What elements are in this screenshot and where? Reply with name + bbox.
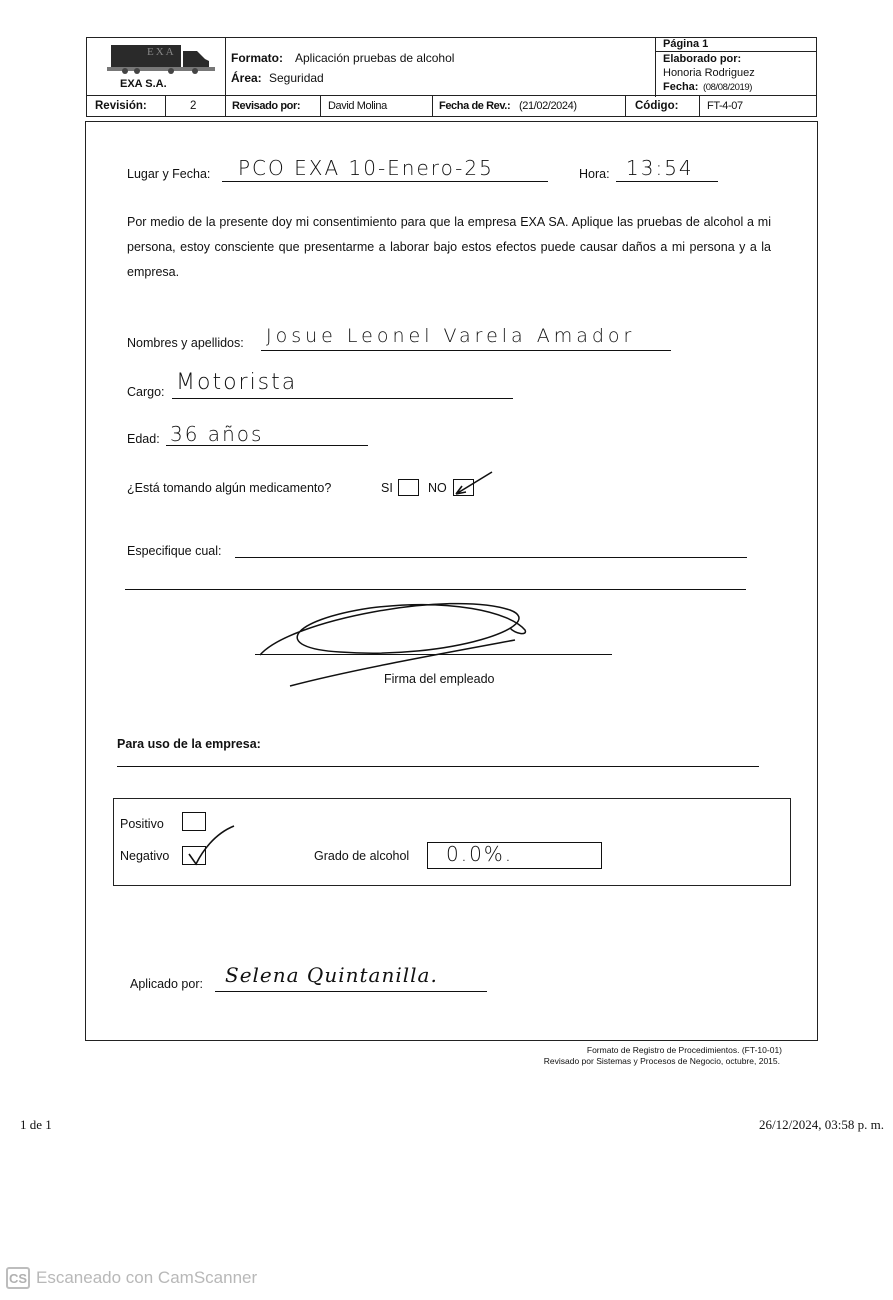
checkmark-icon — [184, 822, 238, 868]
si-label: SI — [381, 481, 393, 495]
empresa-divider — [117, 766, 759, 767]
medicamento-question: ¿Está tomando algún medicamento? — [127, 481, 332, 495]
revision-label: Revisión: — [95, 100, 147, 112]
revisado-value: David Molina — [328, 100, 387, 112]
negativo-label: Negativo — [120, 849, 170, 863]
company-name: EXA S.A. — [120, 78, 167, 90]
nombres-label: Nombres y apellidos: — [127, 336, 244, 350]
company-logo — [105, 43, 217, 77]
divider — [432, 95, 433, 116]
checkmark-icon — [452, 470, 496, 498]
logo-lettering: EXA — [147, 46, 176, 58]
lugar-fecha-line — [222, 181, 548, 182]
divider — [655, 38, 656, 97]
codigo-value: FT-4-07 — [707, 100, 743, 112]
nombres-field[interactable]: Josue Leonel Varela Amador — [266, 325, 636, 347]
divider — [320, 95, 321, 116]
nombres-line — [261, 350, 671, 351]
firma-label: Firma del empleado — [384, 672, 495, 686]
fecha-label: Fecha: — [663, 81, 699, 93]
divider — [165, 95, 166, 116]
fecha-rev-label: Fecha de Rev.: — [439, 100, 511, 112]
doc-footer-line1: Formato de Registro de Procedimientos. (FT-10-01) — [586, 1045, 782, 1055]
formato-label: Formato: — [231, 51, 283, 65]
hora-label: Hora: — [579, 167, 610, 181]
revision-value: 2 — [190, 100, 197, 112]
divider — [225, 38, 226, 116]
camscanner-text: Escaneado con CamScanner — [36, 1268, 258, 1287]
divider — [87, 95, 816, 96]
revisado-label: Revisado por: — [232, 100, 301, 112]
elaborado-label: Elaborado por: — [663, 53, 742, 65]
especifique-label: Especifique cual: — [127, 544, 222, 558]
document-header-table — [86, 37, 817, 117]
hora-line — [616, 181, 718, 182]
hora-field[interactable]: 13:54 — [626, 156, 694, 180]
doc-footer-line2: Revisado por Sistemas y Procesos de Negocio, octubre, 2015. — [543, 1056, 780, 1066]
camscanner-logo-icon: CS — [6, 1267, 30, 1289]
aplicado-label: Aplicado por: — [130, 977, 203, 991]
medicamento-si-checkbox[interactable] — [398, 479, 419, 496]
divider — [699, 95, 700, 116]
fecha-value: (08/08/2019) — [703, 82, 753, 93]
area-value: Seguridad — [269, 71, 324, 85]
fecha-rev-value: (21/02/2024) — [519, 100, 577, 112]
camscanner-watermark — [6, 1267, 257, 1289]
aplicado-field[interactable]: Selena Quintanilla. — [225, 963, 438, 987]
edad-field[interactable]: 36 años — [170, 422, 264, 446]
no-label: NO — [428, 481, 447, 495]
divider — [655, 51, 816, 52]
edad-label: Edad: — [127, 432, 160, 446]
divider — [625, 95, 626, 116]
codigo-label: Código: — [635, 100, 679, 112]
area-label: Área: — [231, 71, 262, 85]
page-number: Página 1 — [663, 38, 709, 50]
elaborado-value: Honoria Rodriguez — [663, 67, 755, 79]
empresa-heading: Para uso de la empresa: — [117, 737, 261, 751]
cargo-field[interactable]: Motorista — [176, 370, 298, 395]
cargo-label: Cargo: — [127, 385, 165, 399]
aplicado-line — [215, 991, 487, 992]
cargo-line — [172, 398, 513, 399]
especifique-line-1 — [235, 557, 747, 558]
firma-line — [255, 654, 612, 655]
print-page-count: 1 de 1 — [20, 1117, 52, 1132]
grado-field[interactable]: 0.0%. — [446, 842, 514, 866]
consent-paragraph: Por medio de la presente doy mi consentimiento para que la empresa EXA SA. Aplique las pruebas de alcohol a mi persona, estoy consciente que presentarme a laborar bajo estos efectos puede causar daños a mi persona y a la empresa. — [127, 215, 771, 279]
lugar-fecha-label: Lugar y Fecha: — [127, 167, 211, 181]
grado-label: Grado de alcohol — [314, 849, 410, 863]
formato-value: Aplicación pruebas de alcohol — [295, 51, 455, 65]
positivo-label: Positivo — [120, 817, 164, 831]
lugar-fecha-field[interactable]: PCO EXA 10-Enero-25 — [238, 156, 494, 180]
print-timestamp: 26/12/2024, 03:58 p. m. — [759, 1117, 884, 1132]
